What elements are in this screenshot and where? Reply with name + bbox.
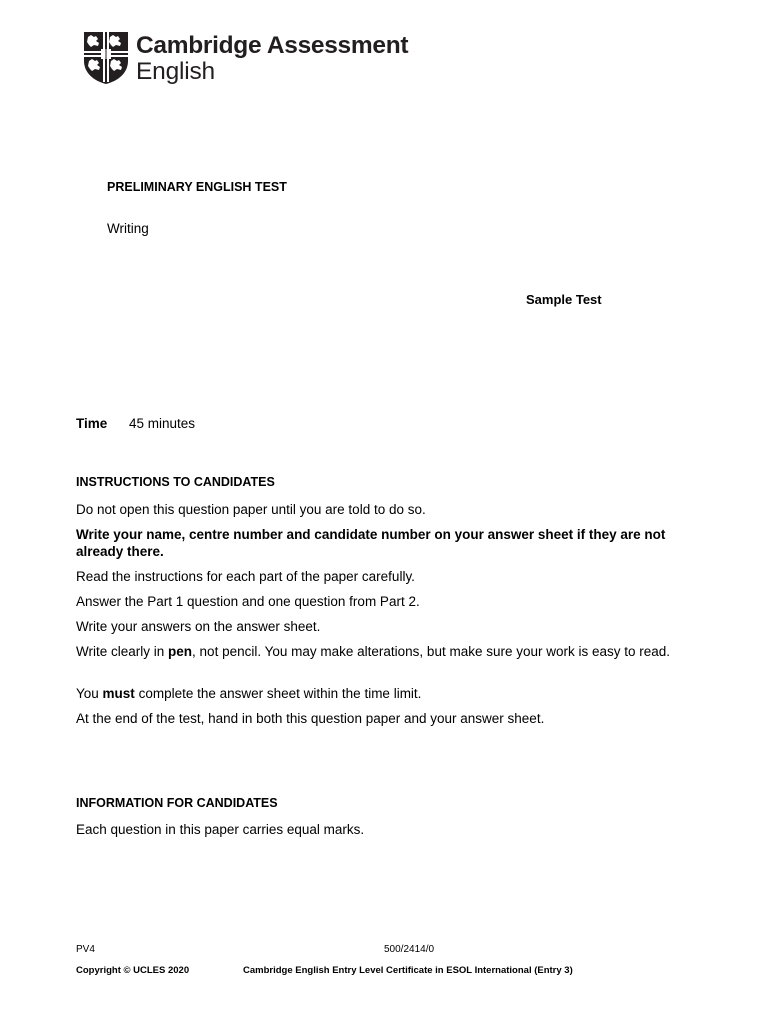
qualification-title: Cambridge English Entry Level Certificate in ESOL International (Entry 3) (243, 965, 573, 976)
instruction-item: Write your name, centre number and candidate number on your answer sheet if they are not already there. (76, 527, 666, 559)
brand-name: Cambridge Assessment (136, 32, 409, 59)
information-item: Each question in this paper carries equal marks. (76, 822, 365, 837)
instruction-emphasis: must (102, 686, 135, 701)
instruction-item: At the end of the test, hand in both this question paper and your answer sheet. (76, 711, 545, 726)
instructions-heading: INSTRUCTIONS TO CANDIDATES (76, 475, 275, 489)
instruction-item: Read the instructions for each part of the paper carefully. (76, 569, 415, 584)
cambridge-shield-icon (83, 31, 129, 85)
instruction-item: Write your answers on the answer sheet. (76, 619, 321, 634)
test-title: PRELIMINARY ENGLISH TEST (107, 180, 287, 194)
brand-logo (83, 31, 423, 87)
paper-code: PV4 (76, 944, 95, 955)
copyright-notice: Copyright © UCLES 2020 (76, 965, 190, 976)
instruction-text: , not pencil. You may make alterations, but make sure your work is easy to read. (192, 644, 671, 659)
brand-sub: English (136, 58, 215, 85)
qualification-code: 500/2414/0 (384, 944, 435, 955)
sample-test-label: Sample Test (526, 292, 602, 307)
time-value: 45 minutes (129, 416, 196, 431)
instruction-emphasis: pen (168, 644, 193, 659)
instruction-text: complete the answer sheet within the time limit. (134, 686, 422, 701)
time-label: Time (76, 416, 108, 431)
instruction-item (76, 685, 706, 702)
paper-name: Writing (107, 221, 149, 236)
information-heading: INFORMATION FOR CANDIDATES (76, 796, 278, 810)
instruction-item: Answer the Part 1 question and one question from Part 2. (76, 594, 420, 609)
instruction-text: Write clearly in (76, 644, 169, 659)
instruction-item: Do not open this question paper until you are told to do so. (76, 502, 426, 517)
instruction-item (76, 643, 706, 660)
instruction-text: You (76, 686, 103, 701)
